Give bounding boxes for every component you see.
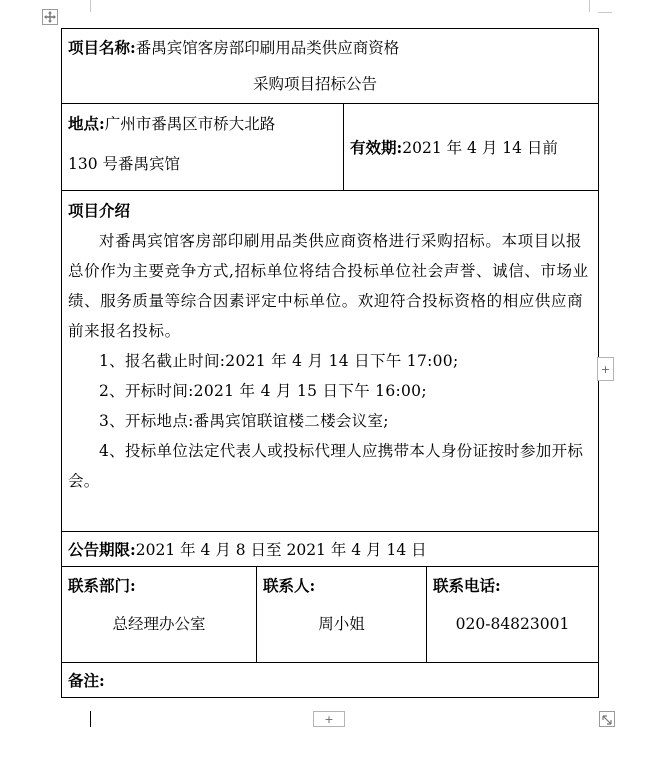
location-line1: 广州市番禺区市桥大北路 — [104, 115, 276, 133]
validity-label: 有效期: — [350, 138, 403, 157]
contact-phone-label: 联系电话: — [433, 576, 501, 595]
contact-phone-cell[interactable] — [427, 567, 599, 663]
remarks-cell[interactable] — [62, 663, 599, 698]
resize-diagonal-icon — [600, 713, 614, 727]
contact-person-value: 周小姐 — [318, 615, 365, 633]
contact-dept-label: 联系部门: — [68, 576, 136, 595]
contact-person-cell[interactable] — [257, 567, 427, 663]
contact-phone-value: 020-84823001 — [455, 615, 570, 633]
project-title-cell[interactable] — [62, 29, 599, 104]
table-move-handle[interactable] — [42, 9, 58, 25]
location-label: 地点: — [68, 114, 105, 133]
table-resize-handle[interactable] — [599, 711, 615, 727]
location-cell[interactable] — [62, 104, 344, 191]
intro-paragraph: 对番禺宾馆客房部印刷用品类供应商资格进行采购招标。本项目以报总价作为主要竞争方式,招标单位将结合投标单位社会声誉、诚信、市场业绩、服务质量等综合因素评定中标单位。欢迎符合投标资格的相应供应商前来报名投标。 — [68, 232, 589, 340]
text-cursor — [90, 711, 91, 727]
plus-icon: + — [324, 712, 334, 726]
project-label: 项目名称: — [68, 38, 136, 57]
crop-mark — [589, 0, 590, 12]
tender-notice-table — [61, 28, 599, 698]
contact-dept-cell[interactable] — [62, 567, 257, 663]
intro-item-2: 2、开标时间:2021 年 4 月 15 日下午 16:00; — [99, 382, 427, 400]
period-label: 公告期限: — [68, 540, 136, 559]
validity-cell[interactable] — [344, 104, 599, 191]
contact-dept-value: 总经理办公室 — [112, 615, 206, 633]
intro-heading: 项目介绍 — [68, 201, 131, 220]
project-name-line1: 番禺宾馆客房部印刷用品类供应商资格 — [135, 39, 400, 57]
add-row-button[interactable] — [313, 711, 345, 727]
move-arrows-icon — [44, 11, 56, 23]
location-line2: 130 号番禺宾馆 — [68, 155, 181, 173]
period-value: 2021 年 4 月 8 日至 2021 年 4 月 14 日 — [135, 541, 427, 559]
remarks-label: 备注: — [68, 671, 105, 690]
crop-mark — [90, 0, 91, 12]
project-intro-cell[interactable] — [62, 191, 599, 532]
add-column-button[interactable] — [597, 357, 614, 381]
notice-period-cell[interactable] — [62, 532, 599, 567]
intro-item-1: 1、报名截止时间:2021 年 4 月 14 日下午 17:00; — [99, 352, 459, 370]
intro-item-4: 4、投标单位法定代表人或投标代理人应携带本人身份证按时参加开标会。 — [68, 442, 584, 490]
intro-item-3: 3、开标地点:番禺宾馆联谊楼二楼会议室; — [99, 412, 389, 430]
crop-mark — [598, 12, 612, 13]
project-name-line2: 采购项目招标公告 — [252, 75, 377, 93]
validity-value: 2021 年 4 月 14 日前 — [402, 139, 558, 157]
plus-icon: + — [600, 362, 611, 376]
contact-person-label: 联系人: — [263, 576, 316, 595]
